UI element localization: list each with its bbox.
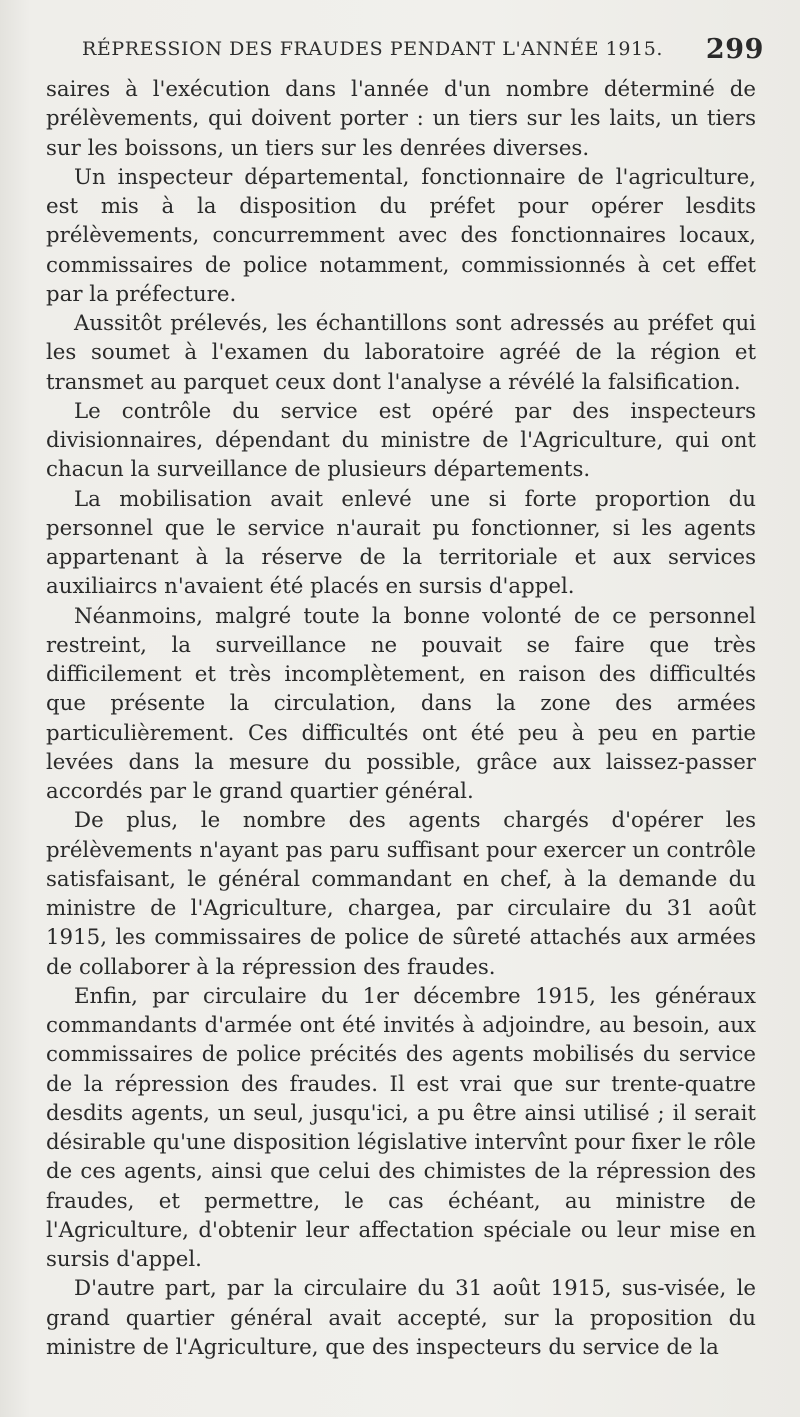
- paragraph: La mobilisation avait enlevé une si forte proportion du personnel que le service n'aurait pu fonctionner, si les agents appartenant à la réserve de la territoriale et aux services auxiliaircs n'avaient été placés en sursis d'appel.: [46, 486, 756, 600]
- paragraph: Aussitôt prélevés, les échantillons sont adressés au préfet qui les soumet à l'examen du laboratoire agréé de la région et transmet au parquet ceux dont l'analyse a révélé la falsification.: [46, 311, 756, 395]
- body-text: [46, 75, 756, 1362]
- running-head: [82, 34, 764, 70]
- paragraph: De plus, le nombre des agents chargés d'opérer les prélèvements n'ayant pas paru suffisant pour exercer un contrôle satisfaisant, le général commandant en chef, à la demande du ministre de l'Agriculture, chargea, par circulaire du 31 août 1915, les commissaires de police de sûreté attachés aux armées de collaborer à la répression des fraudes.: [46, 808, 756, 980]
- paragraph: D'autre part, par la circulaire du 31 août 1915, sus-visée, le grand quartier général avait accepté, sur la proposition du ministre de l'Agriculture, que des inspecteurs du service de la: [46, 1276, 756, 1360]
- paragraph: Néanmoins, malgré toute la bonne volonté de ce personnel restreint, la surveillance ne pouvait se faire que très difficilement et très incomplètement, en raison des difficultés que présente la circulation, dans la zone des armées particulièrement. Ces difficultés ont été peu à peu en partie levées dans la mesure du possible, grâce aux laissez-passer accordés par le grand quartier général.: [46, 603, 756, 804]
- paragraph-continued: saires à l'exécution dans l'année d'un nombre déterminé de prélèvements, qui doivent porter : un tiers sur les laits, un tiers sur les boissons, un tiers sur les denrées diverses.: [46, 77, 756, 161]
- running-title: RÉPRESSION DES FRAUDES PENDANT L'ANNÉE 1915.: [82, 38, 664, 60]
- paragraph: Enfin, par circulaire du 1er décembre 1915, les généraux commandants d'armée ont été invités à adjoindre, au besoin, aux commissaires de police précités des agents mobilisés du service de la répression des fraudes. Il est vrai que sur trente-quatre desdits agents, un seul, jusqu'ici, a pu être ainsi utilisé ; il serait désirable qu'une disposition législative intervînt pour fixer le rôle de ces agents, ainsi que celui des chimistes de la répression des fraudes, et permettre, le cas échéant, au ministre de l'Agriculture, d'obtenir leur affectation spéciale ou leur mise en sursis d'appel.: [46, 983, 756, 1272]
- paragraph: Le contrôle du service est opéré par des inspecteurs divisionnaires, dépendant du ministre de l'Agriculture, qui ont chacun la surveillance de plusieurs départements.: [46, 398, 756, 483]
- page-number: 299: [705, 34, 764, 65]
- paragraph: Un inspecteur départemental, fonctionnaire de l'agriculture, est mis à la disposition du préfet pour opérer lesdits prélèvements, concurremment avec des fonctionnaires locaux, commissaires de police notamment, commissionnés à cet effet par la préfecture.: [46, 164, 756, 307]
